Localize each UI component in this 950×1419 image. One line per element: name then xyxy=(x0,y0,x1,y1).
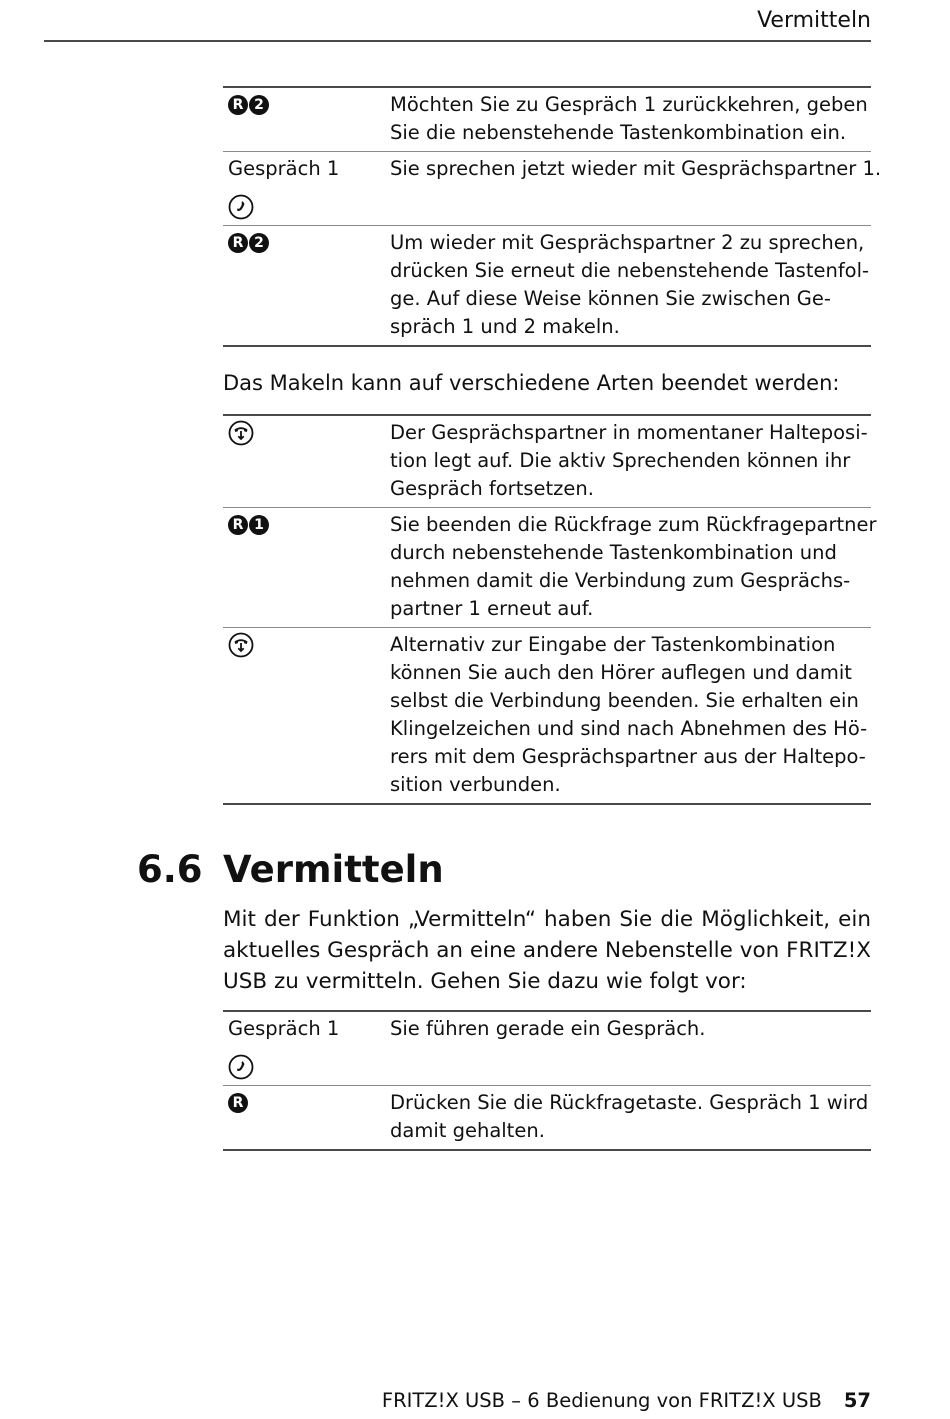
row-key-cell xyxy=(223,511,390,623)
description-line: ge. Auf diese Weise können Sie zwischen Ge- xyxy=(390,287,831,310)
call-label: Gespräch 1 xyxy=(228,1017,340,1040)
instruction-table-2 xyxy=(223,414,877,805)
instruction-table-3 xyxy=(223,1010,871,1151)
row-key-cell xyxy=(223,229,390,341)
description-line: Sie beenden die Rückfrage zum Rückfragepartner xyxy=(390,513,877,536)
description-line: Sie die nebenstehende Tastenkombination ein. xyxy=(390,121,847,144)
table-row xyxy=(223,507,877,627)
description-line: Sie sprechen jetzt wieder mit Gesprächspartner 1. xyxy=(390,157,882,180)
description-line: Sie führen gerade ein Gespräch. xyxy=(390,1017,706,1040)
handset-ring-icon xyxy=(228,1053,390,1081)
description-line: Gespräch fortsetzen. xyxy=(390,477,594,500)
running-title: Vermitteln xyxy=(757,8,871,33)
digit-1-key-icon: 1 xyxy=(249,515,269,535)
description-line: rers mit dem Gesprächspartner aus der Haltepo- xyxy=(390,745,866,768)
description-line: Klingelzeichen und sind nach Abnehmen des Hö- xyxy=(390,717,868,740)
row-key-cell xyxy=(223,419,390,503)
row-description xyxy=(390,91,871,147)
body-line: USB zu vermitteln. Gehen Sie dazu wie folgt vor: xyxy=(223,969,747,994)
row-description xyxy=(390,155,881,221)
table-row xyxy=(223,627,871,805)
row-key-cell xyxy=(223,631,390,799)
description-line: nehmen damit die Verbindung zum Gesprächs- xyxy=(390,569,851,592)
description-line: durch nebenstehende Tastenkombination und xyxy=(390,541,837,564)
description-line: tion legt auf. Die aktiv Sprechenden können ihr xyxy=(390,449,851,472)
table-row xyxy=(223,1085,871,1151)
description-line: sition verbunden. xyxy=(390,773,561,796)
footer-text: FRITZ!X USB – 6 Bedienung von FRITZ!X USB xyxy=(381,1389,822,1412)
table-row xyxy=(223,1010,871,1085)
call-label: Gespräch 1 xyxy=(228,157,340,180)
section-body xyxy=(223,904,871,997)
row-description xyxy=(390,229,871,341)
description-line: partner 1 erneut auf. xyxy=(390,597,594,620)
table-row xyxy=(223,225,871,347)
table-row xyxy=(223,151,882,225)
section-title: Vermitteln xyxy=(223,848,444,891)
description-line: drücken Sie erneut die nebenstehende Tastenfol- xyxy=(390,259,870,282)
row-key-cell xyxy=(223,1015,390,1081)
description-line: damit gehalten. xyxy=(390,1119,545,1142)
description-line: können Sie auch den Hörer auflegen und damit xyxy=(390,661,852,684)
r-key-icon: R xyxy=(228,95,248,115)
description-line: selbst die Verbindung beenden. Sie erhalten ein xyxy=(390,689,859,712)
section-heading xyxy=(137,846,444,894)
digit-2-key-icon: 2 xyxy=(249,233,269,253)
row-description xyxy=(390,419,871,503)
digit-2-key-icon: 2 xyxy=(249,95,269,115)
description-line: spräch 1 und 2 makeln. xyxy=(390,315,620,338)
table-row xyxy=(223,86,871,151)
table-row xyxy=(223,414,871,507)
hang-up-icon xyxy=(228,631,390,659)
row-key-cell xyxy=(223,155,390,221)
description-line: Der Gesprächspartner in momentaner Halteposi- xyxy=(390,421,868,444)
description-line: Drücken Sie die Rückfragetaste. Gespräch 1 wird xyxy=(390,1091,869,1114)
row-description xyxy=(390,1089,871,1145)
body-line: Mit der Funktion „Vermitteln“ haben Sie die Möglichkeit, ein xyxy=(223,907,871,932)
description-line: Möchten Sie zu Gespräch 1 zurückkehren, geben xyxy=(390,93,868,116)
handset-ring-icon xyxy=(228,193,390,221)
key-combination xyxy=(228,91,390,119)
intro-paragraph: Das Makeln kann auf verschiedene Arten beendet werden: xyxy=(223,371,840,395)
r-key-icon: R xyxy=(228,1093,248,1113)
page-footer xyxy=(382,1386,871,1416)
hang-up-icon xyxy=(228,419,390,447)
instruction-table-1 xyxy=(223,86,882,347)
description-line: Um wieder mit Gesprächspartner 2 zu sprechen, xyxy=(390,231,865,254)
key-combination xyxy=(228,1089,390,1117)
r-key-icon: R xyxy=(228,515,248,535)
section-number: 6.6 xyxy=(137,848,203,891)
r-key-icon: R xyxy=(228,233,248,253)
key-combination xyxy=(228,511,390,539)
description-line: Alternativ zur Eingabe der Tastenkombination xyxy=(390,633,836,656)
row-description xyxy=(390,631,871,799)
row-description xyxy=(390,511,877,623)
key-combination xyxy=(228,229,390,257)
body-line: aktuelles Gespräch an eine andere Nebenstelle von FRITZ!X xyxy=(223,938,871,963)
page-number: 57 xyxy=(843,1389,871,1412)
row-key-cell xyxy=(223,1089,390,1145)
row-key-cell xyxy=(223,91,390,147)
running-head xyxy=(44,4,871,42)
row-description xyxy=(390,1015,871,1081)
